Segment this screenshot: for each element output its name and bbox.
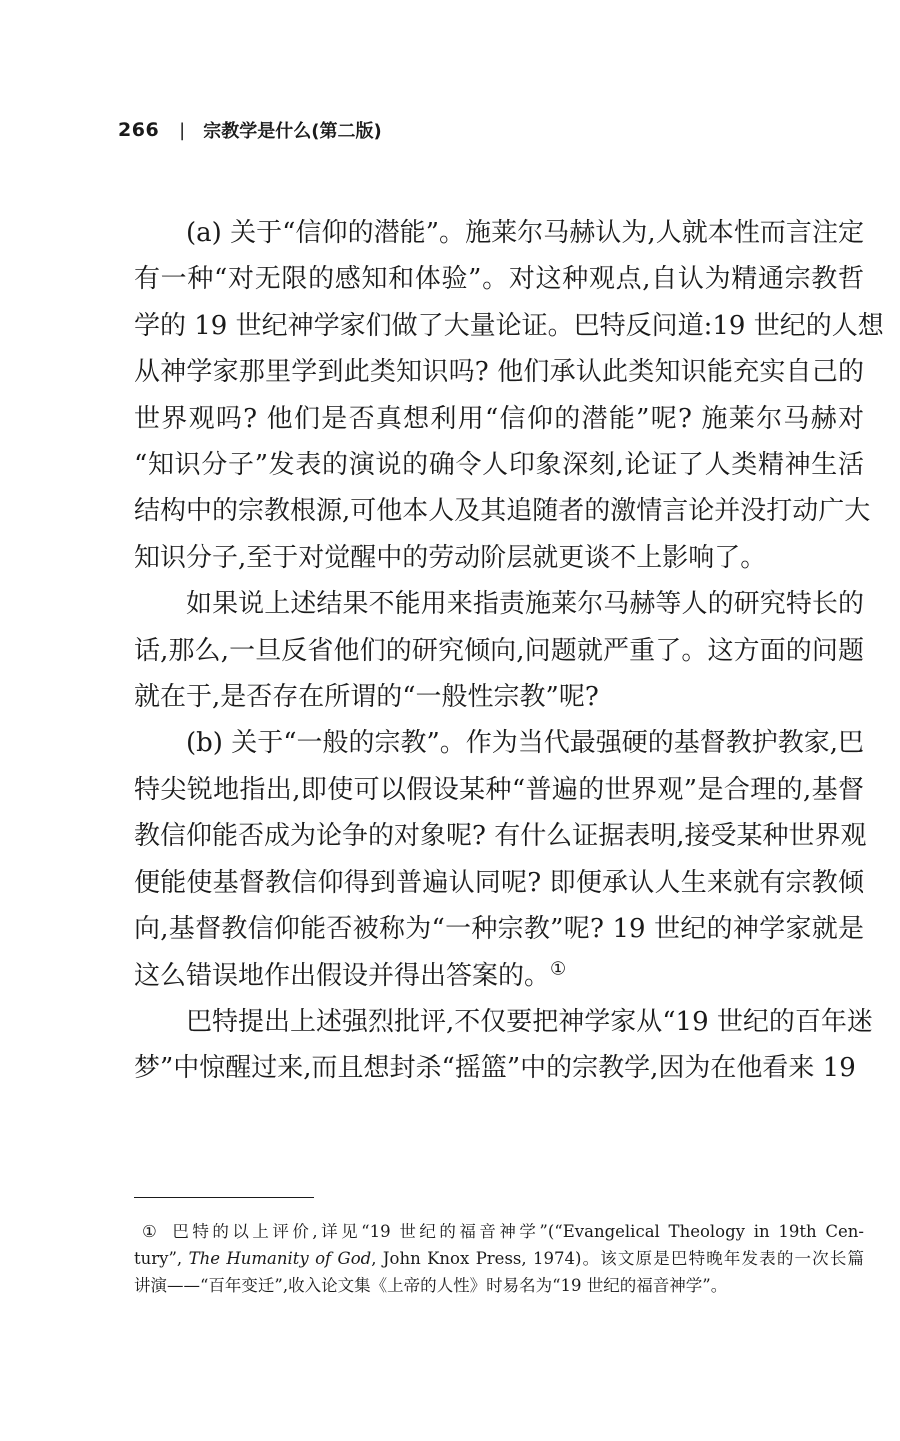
- footnote-text: 巴特的以上评价,详见“19 世纪的福音神学”(“Evangelical Theology in 19th Cen-: [172, 1222, 864, 1241]
- text-line: 就在于,是否存在所谓的“一般性宗教”呢?: [134, 682, 599, 713]
- text-line: 教信仰能否成为论争的对象呢? 有什么证据表明,接受某种世界观: [134, 821, 867, 852]
- footnote-line: 讲演——“百年变迁”,收入论文集《上帝的人性》时易名为“19 世纪的福音神学”。: [134, 1276, 728, 1295]
- text-line: 如果说上述结果不能用来指责施莱尔马赫等人的研究特长的: [186, 589, 864, 620]
- text-line: “知识分子”发表的演说的确令人印象深刻,论证了人类精神生活: [134, 450, 864, 481]
- text-line: 有一种“对无限的感知和体验”。对这种观点,自认为精通宗教哲: [134, 264, 864, 295]
- main-text: [134, 210, 884, 1092]
- footnote-line: [134, 1218, 864, 1245]
- paragraph-result: [134, 581, 864, 720]
- footnote-book-title: The Humanity of God: [188, 1249, 372, 1268]
- book-title: 宗教学是什么(第二版): [203, 121, 382, 142]
- footnote-text: tury”,: [134, 1249, 189, 1268]
- paragraph-barth: [134, 999, 873, 1092]
- page-number: 266: [118, 119, 160, 141]
- footnote: [134, 1218, 864, 1299]
- paragraph-b: [134, 720, 867, 998]
- text-line: 世界观吗? 他们是否真想利用“信仰的潜能”呢? 施莱尔马赫对: [134, 403, 864, 434]
- running-header: [118, 117, 382, 143]
- text-line: 巴特提出上述强烈批评,不仅要把神学家从“19 世纪的百年迷: [186, 1006, 873, 1037]
- header-separator: |: [179, 119, 186, 141]
- footnote-text: , John Knox Press, 1974)。该文原是巴特晚年发表的一次长篇: [371, 1249, 864, 1268]
- footnote-marker: ①: [142, 1222, 161, 1241]
- text-line: 知识分子,至于对觉醒中的劳动阶层就更谈不上影响了。: [134, 542, 767, 573]
- text-line: 向,基督教信仰能否被称为“一种宗教”呢? 19 世纪的神学家就是: [134, 914, 864, 945]
- text-line: 结构中的宗教根源,可他本人及其追随者的激情言论并没打动广大: [134, 496, 871, 527]
- footnote-reference[interactable]: ①: [550, 957, 567, 979]
- text-line: 话,那么,一旦反省他们的研究倾向,问题就严重了。这方面的问题: [134, 635, 864, 666]
- footnote-line: [134, 1245, 864, 1272]
- text-line: 特尖锐地指出,即使可以假设某种“普遍的世界观”是合理的,基督: [134, 774, 864, 805]
- text-line: (b) 关于“一般的宗教”。作为当代最强硬的基督教护教家,巴: [186, 728, 865, 759]
- text-line: 学的 19 世纪神学家们做了大量论证。巴特反问道:19 世纪的人想: [134, 310, 884, 341]
- text-line: 这么错误地作出假设并得出答案的。: [134, 960, 551, 991]
- text-line: (a) 关于“信仰的潜能”。施莱尔马赫认为,人就本性而言注定: [186, 218, 864, 248]
- text-line: 便能使基督教信仰得到普遍认同呢? 即便承认人生来就有宗教倾: [134, 867, 864, 898]
- paragraph-a: [134, 210, 884, 581]
- text-line: 梦”中惊醒过来,而且想封杀“摇篮”中的宗教学,因为在他看来 19: [134, 1053, 856, 1084]
- text-line-with-footnote: [134, 953, 864, 999]
- footnote-divider: [134, 1197, 314, 1198]
- text-line: 从神学家那里学到此类知识吗? 他们承认此类知识能充实自己的: [134, 357, 864, 388]
